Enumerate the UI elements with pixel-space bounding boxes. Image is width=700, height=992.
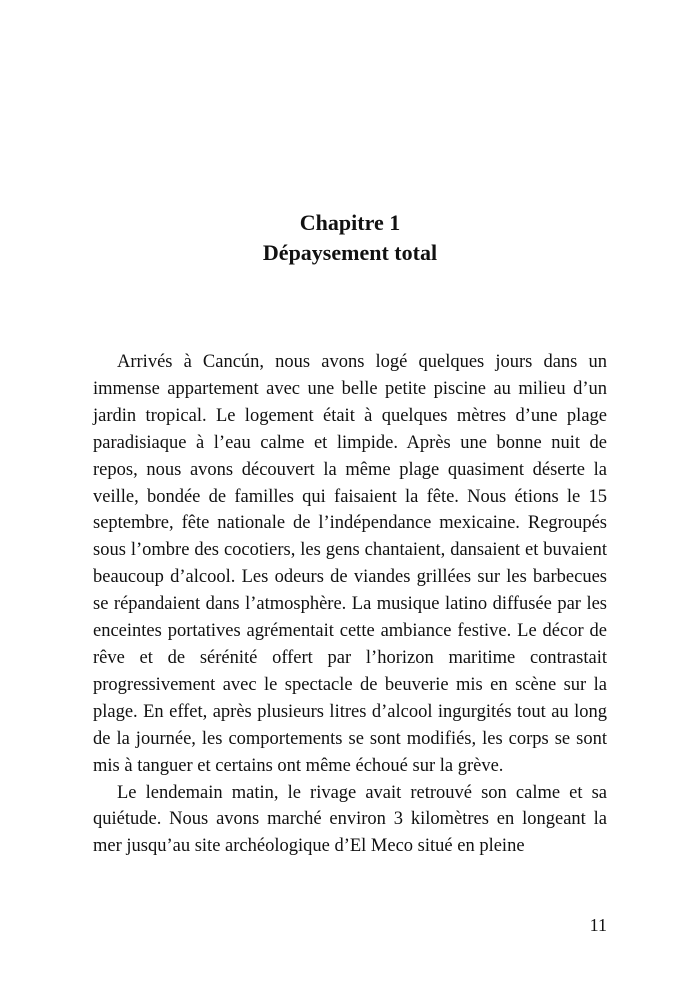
chapter-heading (0, 208, 700, 268)
paragraph: Le lendemain matin, le rivage avait retrouvé son calme et sa quiétude. Nous avons marché environ 3 kilomètres en longeant la mer jusqu’au site archéologique d’El Meco situé en pleine (93, 782, 607, 857)
page-number: 11 (589, 915, 607, 935)
chapter-body (93, 349, 607, 860)
paragraph: Arrivés à Cancún, nous avons logé quelques jours dans un immense appartement avec une belle petite piscine au milieu d’un jardin tropical. Le logement était à quelques mètres d’une plage paradisiaque à l’eau calme et limpide. Après une bonne nuit de repos, nous avons découvert la même plage quasiment déserte la veille, bondée de familles qui faisaient la fête. Nous étions le 15 septembre, fête nationale de l’indépendance mexicaine. Regroupés sous l’ombre des cocotiers, les gens chantaient, dansaient et buvaient beaucoup d’alcool. Les odeurs de viandes grillées sur les barbecues se répandaient dans l’atmosphère. La musique latino diffusée par les enceintes portatives agrémentait cette ambiance festive. Le décor de rêve et de sérénité offert par l’horizon maritime contrastait progressivement avec le spectacle de beuverie mis en scène sur la plage. En effet, après plusieurs litres d’alcool ingurgités tout au long de la journée, les comportements se sont modifiés, les corps se sont mis à tanguer et certains ont même échoué sur la grève. (93, 352, 607, 776)
chapter-number: Chapitre 1 (299, 210, 401, 235)
chapter-title: Dépaysement total (262, 240, 438, 265)
